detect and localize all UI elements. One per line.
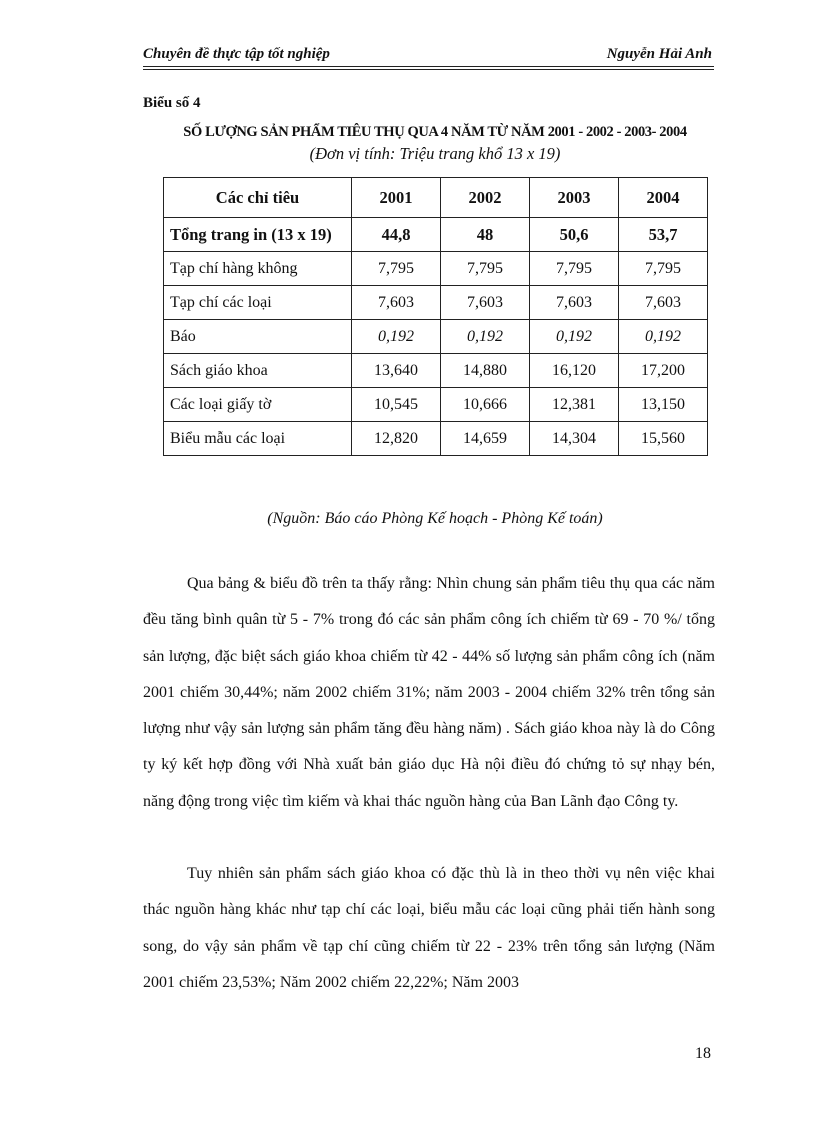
table-header-row <box>164 178 708 218</box>
table-row <box>164 354 708 388</box>
table-cell: 0,192 <box>530 320 619 354</box>
table-cell: Biểu mẫu các loại <box>164 422 352 456</box>
table-cell: 14,880 <box>441 354 530 388</box>
table-cell: 12,381 <box>530 388 619 422</box>
table-cell: 50,6 <box>530 218 619 252</box>
table-row <box>164 286 708 320</box>
table-cell: 10,666 <box>441 388 530 422</box>
table-row <box>164 422 708 456</box>
table-row <box>164 252 708 286</box>
table-cell: 7,603 <box>352 286 441 320</box>
table-cell: 14,659 <box>441 422 530 456</box>
table-header-cell: 2004 <box>619 178 708 218</box>
table-row <box>164 388 708 422</box>
table-unit: (Đơn vị tính: Triệu trang khổ 13 x 19) <box>309 144 561 163</box>
table-header-cell: 2001 <box>352 178 441 218</box>
table-cell: 0,192 <box>619 320 708 354</box>
table-source-note: (Nguồn: Báo cáo Phòng Kế hoạch - Phòng Kế toán) <box>267 510 603 527</box>
header-left-title: Chuyên đề thực tập tốt nghiệp <box>143 46 330 62</box>
table-cell: 7,603 <box>441 286 530 320</box>
data-table <box>163 177 708 456</box>
table-cell: 10,545 <box>352 388 441 422</box>
table-row <box>164 218 708 252</box>
page-header <box>143 42 712 66</box>
table-header-cell: 2003 <box>530 178 619 218</box>
table-cell: 17,200 <box>619 354 708 388</box>
table-cell: 12,820 <box>352 422 441 456</box>
header-rule <box>143 66 714 70</box>
table-header-cell: 2002 <box>441 178 530 218</box>
table-cell: Tạp chí các loại <box>164 286 352 320</box>
table-cell: Sách giáo khoa <box>164 354 352 388</box>
table-cell: 44,8 <box>352 218 441 252</box>
body-paragraph: Tuy nhiên sản phẩm sách giáo khoa có đặc thù là in theo thời vụ nên việc khai thác nguồn hàng khác như tạp chí các loại, biểu mẫu các loại cũng phải tiến hành song song, do vậy sản phẩm về tạp chí cũng chiếm từ 22 - 23% trên tổng sản lượng (Năm 2001 chiếm 23,53%; Năm 2002 chiếm 22,22%; Năm 2003 <box>143 865 715 991</box>
table-cell: Các loại giấy tờ <box>164 388 352 422</box>
table-cell: 0,192 <box>441 320 530 354</box>
header-author: Nguyễn Hải Anh <box>606 46 712 62</box>
figure-label: Biểu số 4 <box>143 95 201 111</box>
table-cell: 53,7 <box>619 218 708 252</box>
table-cell: 0,192 <box>352 320 441 354</box>
body-paragraph: Qua bảng & biểu đồ trên ta thấy rằng: Nhìn chung sản phẩm tiêu thụ qua các năm đều tăng bình quân từ 5 - 7% trong đó các sản phẩm công ích chiếm từ 69 - 70 %/ tổng sản lượng, đặc biệt sách giáo khoa chiếm từ 42 - 44% số lượng sản phẩm công ích (năm 2001 chiếm 30,44%; năm 2002 chiếm 31%; năm 2003 - 2004 chiếm 32% trên tổng sản lượng như vậy sản lượng sản phẩm tăng đều hàng năm) . Sách giáo khoa này là do Công ty ký kết hợp đồng với Nhà xuất bản giáo dục Hà nội điều đó chứng tỏ sự nhạy bén, năng động trong việc tìm kiếm và khai thác nguồn hàng của Ban Lãnh đạo Công ty. <box>143 575 715 810</box>
table-cell: 7,603 <box>530 286 619 320</box>
table-cell: 7,795 <box>352 252 441 286</box>
page-number: 18 <box>695 1045 711 1062</box>
table-cell: 16,120 <box>530 354 619 388</box>
table-cell: 7,795 <box>441 252 530 286</box>
table-cell: 7,795 <box>619 252 708 286</box>
table-cell: 14,304 <box>530 422 619 456</box>
table-cell: Tổng trang in (13 x 19) <box>164 218 352 252</box>
table-cell: 13,640 <box>352 354 441 388</box>
table-cell: 48 <box>441 218 530 252</box>
table-title: SỐ LƯỢNG SẢN PHẨM TIÊU THỤ QUA 4 NĂM TỪ NĂM 2001 - 2002 - 2003- 2004 <box>183 124 687 140</box>
table-cell: Báo <box>164 320 352 354</box>
table-cell: 15,560 <box>619 422 708 456</box>
table-cell: Tạp chí hàng không <box>164 252 352 286</box>
table-cell: 7,795 <box>530 252 619 286</box>
table-row <box>164 320 708 354</box>
table-cell: 7,603 <box>619 286 708 320</box>
table-header-cell: Các chỉ tiêu <box>164 178 352 218</box>
table-cell: 13,150 <box>619 388 708 422</box>
